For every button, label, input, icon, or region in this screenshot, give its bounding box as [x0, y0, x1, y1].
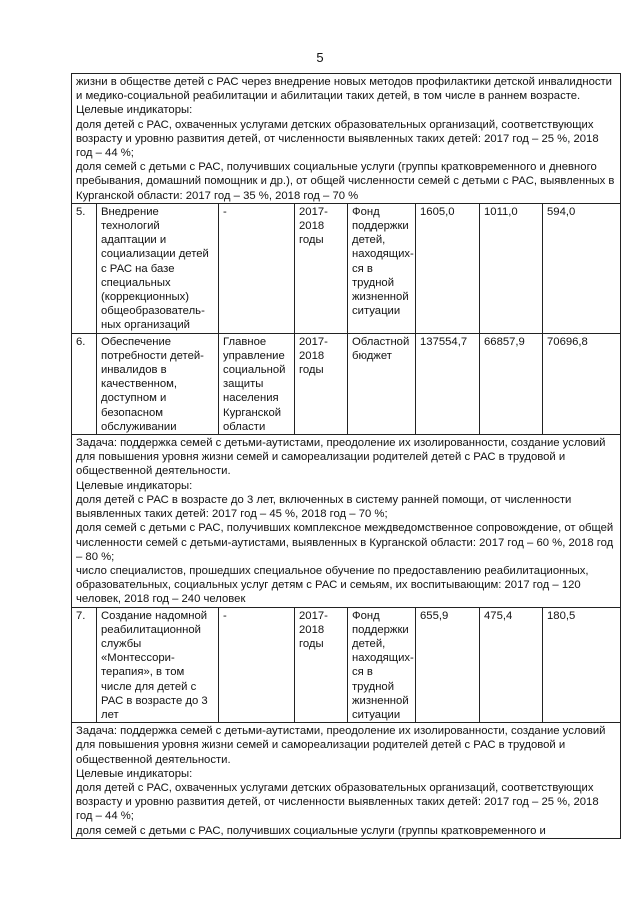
table-row [72, 333, 621, 434]
paragraph: Целевые индикаторы: [76, 479, 193, 492]
paragraph: число специалистов, прошедших специальное обучение по предоставлению реабилитационных, образовательных, социальных услуг детям с РАС и семьям, их воспитывающим: 2017 год – 120 человек, 2018 год – 240 человек [76, 564, 589, 606]
amount-total-cell: 1605,0 [416, 203, 480, 333]
executor-cell: - [219, 607, 295, 723]
paragraph: доля детей с РАС, охваченных услугами детских образовательных организаций, соответствующих возрасту и уровню развития детей, от численности выявленных таких детей: 2017 год – 25 %, 2018 год – 44 %; [76, 118, 599, 160]
amount-2017-cell: 66857,9 [480, 333, 543, 434]
amount-total-cell: 655,9 [416, 607, 480, 723]
amount-2018-cell: 70696,8 [543, 333, 621, 434]
paragraph: жизни в обществе детей с РАС через внедрение новых методов профилактики детской инвалидности и медико-социальной реабилитации и абилитации таких детей, в том числе в раннем возрасте. [76, 76, 612, 103]
indicators-block-1 [72, 74, 621, 204]
executor-cell: Главное управление социальной защиты населения Курганской области [219, 333, 295, 434]
activity-cell: Обеспечение потребности детей-инвалидов в качественном, доступном и безопасном обслуживании [97, 333, 219, 434]
table-row [72, 607, 621, 723]
activity-cell: Создание надомной реабилитационной службы «Монтессори-терапия», в том числе для детей с РАС в возрасте до 3 лет [97, 607, 219, 723]
table-row-indicators-1 [72, 74, 621, 204]
period-cell: 2017-2018 годы [295, 607, 348, 723]
row-number: 6. [72, 333, 97, 434]
paragraph: Целевые индикаторы: [76, 767, 193, 780]
paragraph: доля семей с детьми с РАС, получивших комплексное междведомственное сопровождение, от общей численности семей с детьми-аутистами, выявленных в Курганской области: 2017 год – 60 %, 2018 год – 80 %; [76, 522, 614, 563]
funding-source-cell: Фонд поддержки детей, находящих-ся в трудной жизненной ситуации [348, 607, 416, 723]
funding-source-cell: Фонд поддержки детей, находящих-ся в трудной жизненной ситуации [348, 203, 416, 333]
amount-2018-cell: 594,0 [543, 203, 621, 333]
paragraph: Задача: поддержка семей с детьми-аутистами, преодоление их изолированности, создание условий для повышения уровня жизни семей и самореализации родителей детей с РАС в трудовой и общественной деятельности. [76, 437, 606, 478]
paragraph: доля детей с РАС, охваченных услугами детских образовательных организаций, соответствующих возрасту и уровню развития детей, от численности выявленных таких детей: 2017 год – 25 %, 2018 год – 44 %; [76, 781, 599, 823]
period-cell: 2017-2018 годы [295, 333, 348, 434]
amount-total-cell: 137554,7 [416, 333, 480, 434]
period-cell: 2017-2018 годы [295, 203, 348, 333]
indicators-block-2 [72, 435, 621, 607]
table-row-indicators-2 [72, 435, 621, 607]
indicators-block-3 [72, 723, 621, 839]
amount-2017-cell: 1011,0 [480, 203, 543, 333]
table-row-indicators-3 [72, 723, 621, 839]
row-number: 7. [72, 607, 97, 723]
amount-2017-cell: 475,4 [480, 607, 543, 723]
paragraph: Целевые индикаторы: [76, 104, 193, 117]
activity-cell: Внедрение технологий адаптации и социализации детей с РАС на базе специальных (коррекционных) общеобразователь-ных организаций [97, 203, 219, 333]
row-number: 5. [72, 203, 97, 333]
executor-cell: - [219, 203, 295, 333]
table-row [72, 203, 621, 333]
paragraph: доля семей с детьми с РАС, получивших социальные услуги (группы кратковременного и [76, 824, 546, 837]
amount-2018-cell: 180,5 [543, 607, 621, 723]
page-number: 5 [316, 50, 324, 65]
funding-source-cell: Областной бюджет [348, 333, 416, 434]
program-activities-table [71, 73, 621, 839]
paragraph: Задача: поддержка семей с детьми-аутистами, преодоление их изолированности, создание условий для повышения уровня жизни семей и самореализации родителей детей с РАС в трудовой и общественной деятельности. [76, 725, 606, 766]
paragraph: доля семей с детьми с РАС, получивших социальные услуги (группы кратковременного и дневного пребывания, домашний помощник и др.), от общей численности семей с детьми с РАС, выявленных в Курганской области: 2017 год – 35 %, 2018 год – 70 % [76, 161, 615, 202]
paragraph: доля детей с РАС в возрасте до 3 лет, включенных в систему ранней помощи, от численности выявленных таких детей: 2017 год – 45 %, 2018 год – 70 %; [76, 493, 572, 521]
